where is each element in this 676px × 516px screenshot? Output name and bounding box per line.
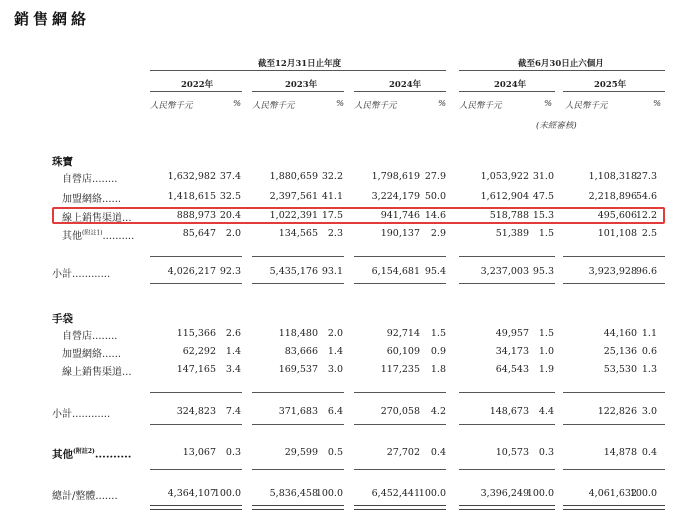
percent-cell: 4.2 [430,406,446,417]
amount-cell: 4,061,632 [588,488,637,499]
amount-cell: 10,573 [495,447,529,458]
percent-cell: 95.4 [424,266,446,277]
percent-cell: 0.9 [430,346,446,357]
percent-cell: 27.9 [424,171,446,182]
amount-cell: 51,389 [495,228,529,239]
pct-label: % [653,99,662,109]
column-rule [150,283,242,284]
amount-cell: 3,396,249 [480,488,529,499]
row-label: 自營店 [62,174,92,185]
double-rule [252,505,344,510]
amount-cell: 5,435,176 [269,266,318,277]
leader-dots: .......... [94,448,132,461]
amount-cell: 1,418,615 [167,191,216,202]
amount-cell: 13,067 [182,447,216,458]
row-label: 小計 [52,409,72,420]
leader-dots: ........ [92,331,118,342]
amount-cell: 3,237,003 [480,266,529,277]
amount-cell: 5,836,458 [269,488,318,499]
amount-cell: 3,923,928 [588,266,637,277]
column-rule [354,283,446,284]
percent-cell: 27.3 [635,171,657,182]
percent-cell: 1.1 [641,328,657,339]
percent-cell: 95.3 [532,266,554,277]
currency-label: 人民幣千元 [252,101,295,111]
percent-cell: 15.3 [532,210,554,221]
amount-cell: 29,599 [284,447,318,458]
percent-cell: 100.0 [629,488,657,499]
leader-dots: ...... [102,194,122,205]
percent-cell: 3.0 [641,406,657,417]
currency-label: 人民幣千元 [150,101,193,111]
leader-dots: ............ [72,409,111,420]
percent-cell: 1.5 [430,328,446,339]
percent-cell: 2.6 [225,328,241,339]
column-rule [354,424,446,425]
amount-cell: 34,173 [495,346,529,357]
percent-cell: 1.8 [430,364,446,375]
leader-dots: ... [122,367,132,378]
column-rule [252,424,344,425]
total-row [52,487,118,502]
column-rule [354,469,446,470]
percent-cell: 2.3 [327,228,343,239]
currency-label: 人民幣千元 [459,101,502,111]
amount-cell: 118,480 [278,328,318,339]
double-rule [459,505,555,510]
column-rule [563,392,665,393]
period-year-header: 截至12月31日止年度 [258,59,342,69]
percent-cell: 4.4 [538,406,554,417]
amount-cell: 49,957 [495,328,529,339]
amount-cell: 324,823 [176,406,216,417]
column-rule [563,424,665,425]
leader-dots: ....... [95,491,118,502]
percent-cell: 1.3 [641,364,657,375]
percent-cell: 14.6 [424,210,446,221]
amount-cell: 941,746 [380,210,420,221]
percent-cell: 1.4 [225,346,241,357]
table-row [62,190,121,205]
row-label: 加盟網絡 [62,349,102,360]
column-rule [459,256,555,257]
amount-cell: 1,798,619 [371,171,420,182]
percent-cell: 0.6 [641,346,657,357]
year-rule [354,91,446,92]
percent-cell: 0.3 [538,447,554,458]
amount-cell: 117,235 [380,364,420,375]
column-rule [354,392,446,393]
column-rule [563,283,665,284]
year-rule [563,91,665,92]
row-label: 線上銷售渠道 [62,367,122,378]
year-header: 2025年 [594,80,627,90]
amount-cell: 1,632,982 [167,171,216,182]
year-header: 2024年 [494,80,527,90]
year-header: 2024年 [389,80,422,90]
double-rule [563,505,665,510]
percent-cell: 1.5 [538,328,554,339]
amount-cell: 2,397,561 [269,191,318,202]
pct-label: % [233,99,242,109]
table-row [62,345,121,360]
amount-cell: 270,058 [380,406,420,417]
amount-cell: 92,714 [386,328,420,339]
leader-dots: ...... [102,349,122,360]
amount-cell: 1,053,922 [480,171,529,182]
period-half-rule [459,70,665,71]
year-header: 2022年 [181,80,214,90]
column-rule [563,469,665,470]
percent-cell: 0.3 [225,447,241,458]
row-label: 小計 [52,269,72,280]
percent-cell: 1.4 [327,346,343,357]
column-rule [252,283,344,284]
column-rule [459,283,555,284]
column-rule [150,469,242,470]
percent-cell: 32.2 [321,171,343,182]
amount-cell: 6,452,441 [371,488,420,499]
percent-cell: 92.3 [219,266,241,277]
percent-cell: 7.4 [225,406,241,417]
percent-cell: 100.0 [315,488,343,499]
table-row [62,363,132,378]
column-rule [459,392,555,393]
table-row [62,209,132,224]
amount-cell: 888,973 [176,210,216,221]
percent-cell: 31.0 [532,171,554,182]
percent-cell: 100.0 [526,488,554,499]
pct-label: % [438,99,447,109]
table-row [62,227,134,242]
leader-dots: ............ [72,269,111,280]
row-label: 其他 [52,448,73,461]
amount-cell: 2,218,896 [588,191,637,202]
amount-cell: 85,647 [182,228,216,239]
percent-cell: 3.0 [327,364,343,375]
amount-cell: 1,880,659 [269,171,318,182]
currency-label: 人民幣千元 [565,101,608,111]
amount-cell: 4,364,107 [167,488,216,499]
percent-cell: 1.9 [538,364,554,375]
column-rule [252,256,344,257]
amount-cell: 6,154,681 [371,266,420,277]
row-label: 其他 [62,231,82,242]
year-header: 2023年 [285,80,318,90]
amount-cell: 518,788 [489,210,529,221]
currency-label: 人民幣千元 [354,101,397,111]
unaudited-note: (未經審核) [536,121,577,131]
pct-label: % [336,99,345,109]
percent-cell: 100.0 [213,488,241,499]
percent-cell: 2.0 [225,228,241,239]
amount-cell: 3,224,179 [371,191,420,202]
section-title: 珠寶 [52,156,73,168]
amount-cell: 62,292 [182,346,216,357]
percent-cell: 3.4 [225,364,241,375]
percent-cell: 1.5 [538,228,554,239]
table-row [62,327,117,342]
amount-cell: 169,537 [278,364,318,375]
percent-cell: 0.4 [641,447,657,458]
column-rule [459,424,555,425]
percent-cell: 2.0 [327,328,343,339]
year-rule [459,91,555,92]
percent-cell: 2.5 [641,228,657,239]
footnote-ref: (附註2) [73,448,95,455]
percent-cell: 12.2 [635,210,657,221]
amount-cell: 25,136 [603,346,637,357]
percent-cell: 37.4 [219,171,241,182]
leader-dots: ... [122,213,132,224]
percent-cell: 20.4 [219,210,241,221]
percent-cell: 93.1 [321,266,343,277]
amount-cell: 64,543 [495,364,529,375]
amount-cell: 14,878 [603,447,637,458]
column-rule [150,392,242,393]
percent-cell: 0.5 [327,447,343,458]
percent-cell: 50.0 [424,191,446,202]
leader-dots: .......... [102,231,135,242]
subtotal-row [52,265,110,280]
row-label: 自營店 [62,331,92,342]
amount-cell: 1,022,391 [269,210,318,221]
column-rule [459,469,555,470]
double-rule [150,505,242,510]
column-rule [150,256,242,257]
amount-cell: 83,666 [284,346,318,357]
percent-cell: 1.0 [538,346,554,357]
pct-label: % [544,99,553,109]
page-title: 銷售網絡 [14,10,91,28]
period-year-rule [150,70,446,71]
leader-dots: ........ [92,174,118,185]
percent-cell: 96.6 [635,266,657,277]
percent-cell: 54.6 [635,191,657,202]
column-rule [354,256,446,257]
amount-cell: 115,366 [176,328,216,339]
column-rule [150,424,242,425]
footnote-ref: (附註1) [82,229,103,237]
amount-cell: 1,612,904 [480,191,529,202]
double-rule [354,505,446,510]
percent-cell: 17.5 [321,210,343,221]
percent-cell: 47.5 [532,191,554,202]
amount-cell: 190,137 [380,228,420,239]
amount-cell: 44,160 [603,328,637,339]
year-rule [150,91,242,92]
amount-cell: 27,702 [386,447,420,458]
column-rule [563,256,665,257]
amount-cell: 147,165 [176,364,216,375]
percent-cell: 2.9 [430,228,446,239]
percent-cell: 100.0 [418,488,446,499]
amount-cell: 4,026,217 [167,266,216,277]
row-label: 線上銷售渠道 [62,213,122,224]
column-rule [252,469,344,470]
subtotal-row [52,405,110,420]
amount-cell: 148,673 [489,406,529,417]
section-title: 手袋 [52,313,73,325]
other-row [52,446,131,462]
row-label: 加盟網絡 [62,194,102,205]
table-row [62,170,117,185]
amount-cell: 371,683 [278,406,318,417]
amount-cell: 60,109 [386,346,420,357]
amount-cell: 101,108 [597,228,637,239]
amount-cell: 495,606 [597,210,637,221]
year-rule [252,91,344,92]
percent-cell: 41.1 [321,191,343,202]
row-label: 總計/整體 [52,491,96,502]
column-rule [252,392,344,393]
percent-cell: 0.4 [430,447,446,458]
amount-cell: 1,108,318 [588,171,637,182]
amount-cell: 122,826 [597,406,637,417]
percent-cell: 6.4 [327,406,343,417]
amount-cell: 134,565 [278,228,318,239]
percent-cell: 32.5 [219,191,241,202]
period-half-header: 截至6月30日止六個月 [518,59,604,69]
amount-cell: 53,530 [603,364,637,375]
